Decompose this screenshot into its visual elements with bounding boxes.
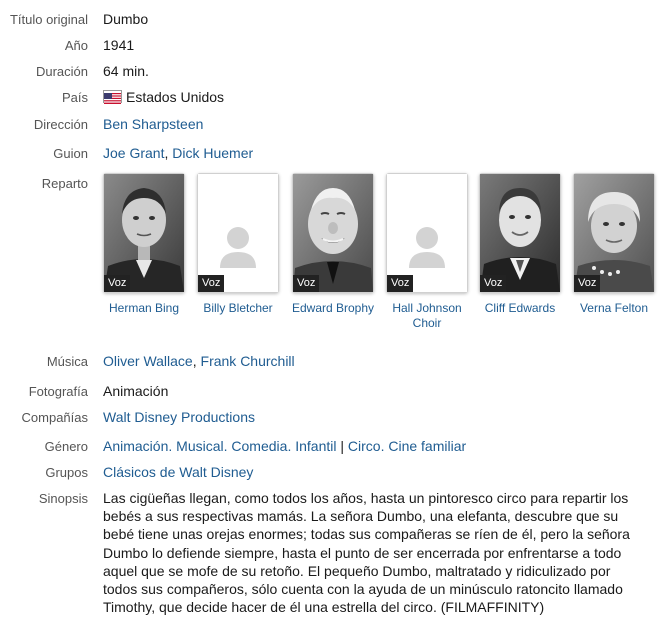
cast-card[interactable]: [380, 173, 474, 331]
actor-name-link[interactable]: Herman Bing: [108, 301, 180, 315]
genre-bar-separator: |: [336, 438, 348, 454]
direction-value: [103, 116, 636, 132]
row-music: [0, 352, 640, 369]
row-original-title: [0, 10, 640, 27]
genre-link[interactable]: Musical: [176, 438, 224, 454]
actor-name-link[interactable]: Hall Johnson Choir: [392, 301, 462, 330]
actor-photo[interactable]: [573, 173, 655, 293]
composer-link[interactable]: Oliver Wallace: [103, 353, 193, 369]
voice-badge: Voz: [480, 275, 506, 292]
writer-link[interactable]: Dick Huemer: [172, 145, 254, 161]
country-name: Estados Unidos: [126, 89, 225, 105]
row-country: [0, 88, 640, 105]
cast-card[interactable]: [191, 173, 285, 316]
cast-carousel[interactable]: [103, 173, 649, 333]
actor-name-link[interactable]: Cliff Edwards: [484, 301, 556, 315]
voice-badge: Voz: [104, 275, 130, 292]
field-label: País: [61, 90, 88, 105]
actor-photo[interactable]: [479, 173, 561, 293]
field-label: Título original: [9, 12, 88, 27]
genre-dot: .: [287, 438, 296, 454]
voice-badge: Voz: [293, 275, 319, 292]
field-label: Compañías: [21, 410, 88, 425]
row-duration: [0, 62, 640, 79]
voice-badge: Voz: [387, 275, 413, 292]
duration-value: 64 min.: [103, 63, 149, 79]
actor-photo[interactable]: [103, 173, 185, 293]
cast-card[interactable]: [567, 173, 661, 316]
topic-link[interactable]: Cine familiar: [388, 438, 467, 454]
row-photography: [0, 382, 640, 399]
row-groups: [0, 463, 640, 480]
synopsis-text: Las cigüeñas llegan, como todos los años, hasta un pintoresco circo para repartir los bebés a sus respectivas mamás. La señora Dumbo, una elefanta, descubre que su bebé tiene unas orejas enormes; todas sus compañeras se ríen de él, pero la señora Dumbo lo defiende siempre, hasta el punto de ser encerrada por enfrentarse a todo aquel que se mofe de su retoño. El pequeño Dumbo, maltratado y ridiculizado por todos sus compañeros, sólo cuenta con la ayuda de un minúsculo ratoncito llamado Timothy, que decide hacer de él una estrella del circo. (FILMAFFINITY): [103, 490, 630, 616]
genre-link[interactable]: Animación: [103, 438, 169, 454]
music-value: [103, 353, 636, 369]
actor-name-link[interactable]: Verna Felton: [579, 301, 649, 315]
row-direction: [0, 115, 640, 132]
actor-photo-placeholder[interactable]: [386, 173, 468, 293]
us-flag-icon: [103, 90, 122, 103]
field-label: Reparto: [41, 176, 88, 191]
field-label: Grupos: [45, 465, 88, 480]
photography-value: Animación: [103, 383, 169, 399]
genre-dot: .: [223, 438, 232, 454]
script-value: [103, 145, 636, 161]
genre-dot: .: [380, 438, 389, 454]
year-value: 1941: [103, 37, 135, 53]
genre-value: [103, 438, 636, 454]
field-label: Duración: [35, 64, 88, 79]
separator: ,: [192, 353, 201, 369]
company-link[interactable]: Walt Disney Productions: [103, 409, 255, 425]
cast-card[interactable]: [286, 173, 380, 316]
voice-badge: Voz: [574, 275, 600, 292]
row-synopsis: [0, 489, 640, 616]
genre-link[interactable]: Infantil: [295, 438, 337, 454]
actor-photo-placeholder[interactable]: [197, 173, 279, 293]
row-script: [0, 144, 640, 161]
genre-dot: .: [168, 438, 177, 454]
cast-card[interactable]: [97, 173, 191, 316]
field-label: Género: [44, 439, 88, 454]
group-link[interactable]: Clásicos de Walt Disney: [103, 464, 254, 480]
field-label: Música: [46, 354, 88, 369]
row-companies: [0, 408, 640, 425]
country-value: [103, 89, 636, 105]
field-label: Fotografía: [28, 384, 88, 399]
original-title-value: Dumbo: [103, 11, 149, 27]
actor-name-link[interactable]: Edward Brophy: [291, 301, 375, 315]
field-label: Guion: [53, 146, 88, 161]
companies-value: [103, 409, 636, 425]
cast-card[interactable]: [473, 173, 567, 316]
groups-value: [103, 464, 636, 480]
row-year: [0, 36, 640, 53]
separator: ,: [164, 145, 173, 161]
writer-link[interactable]: Joe Grant: [103, 145, 165, 161]
actor-photo[interactable]: [292, 173, 374, 293]
row-genre: [0, 437, 640, 454]
composer-link[interactable]: Frank Churchill: [200, 353, 295, 369]
topic-link[interactable]: Circo: [347, 438, 381, 454]
genre-link[interactable]: Comedia: [231, 438, 288, 454]
field-label: Año: [64, 38, 88, 53]
field-label: Sinopsis: [38, 491, 88, 506]
field-label: Dirección: [33, 117, 88, 132]
voice-badge: Voz: [198, 275, 224, 292]
director-link[interactable]: Ben Sharpsteen: [103, 116, 204, 132]
actor-name-link[interactable]: Billy Bletcher: [203, 301, 273, 315]
